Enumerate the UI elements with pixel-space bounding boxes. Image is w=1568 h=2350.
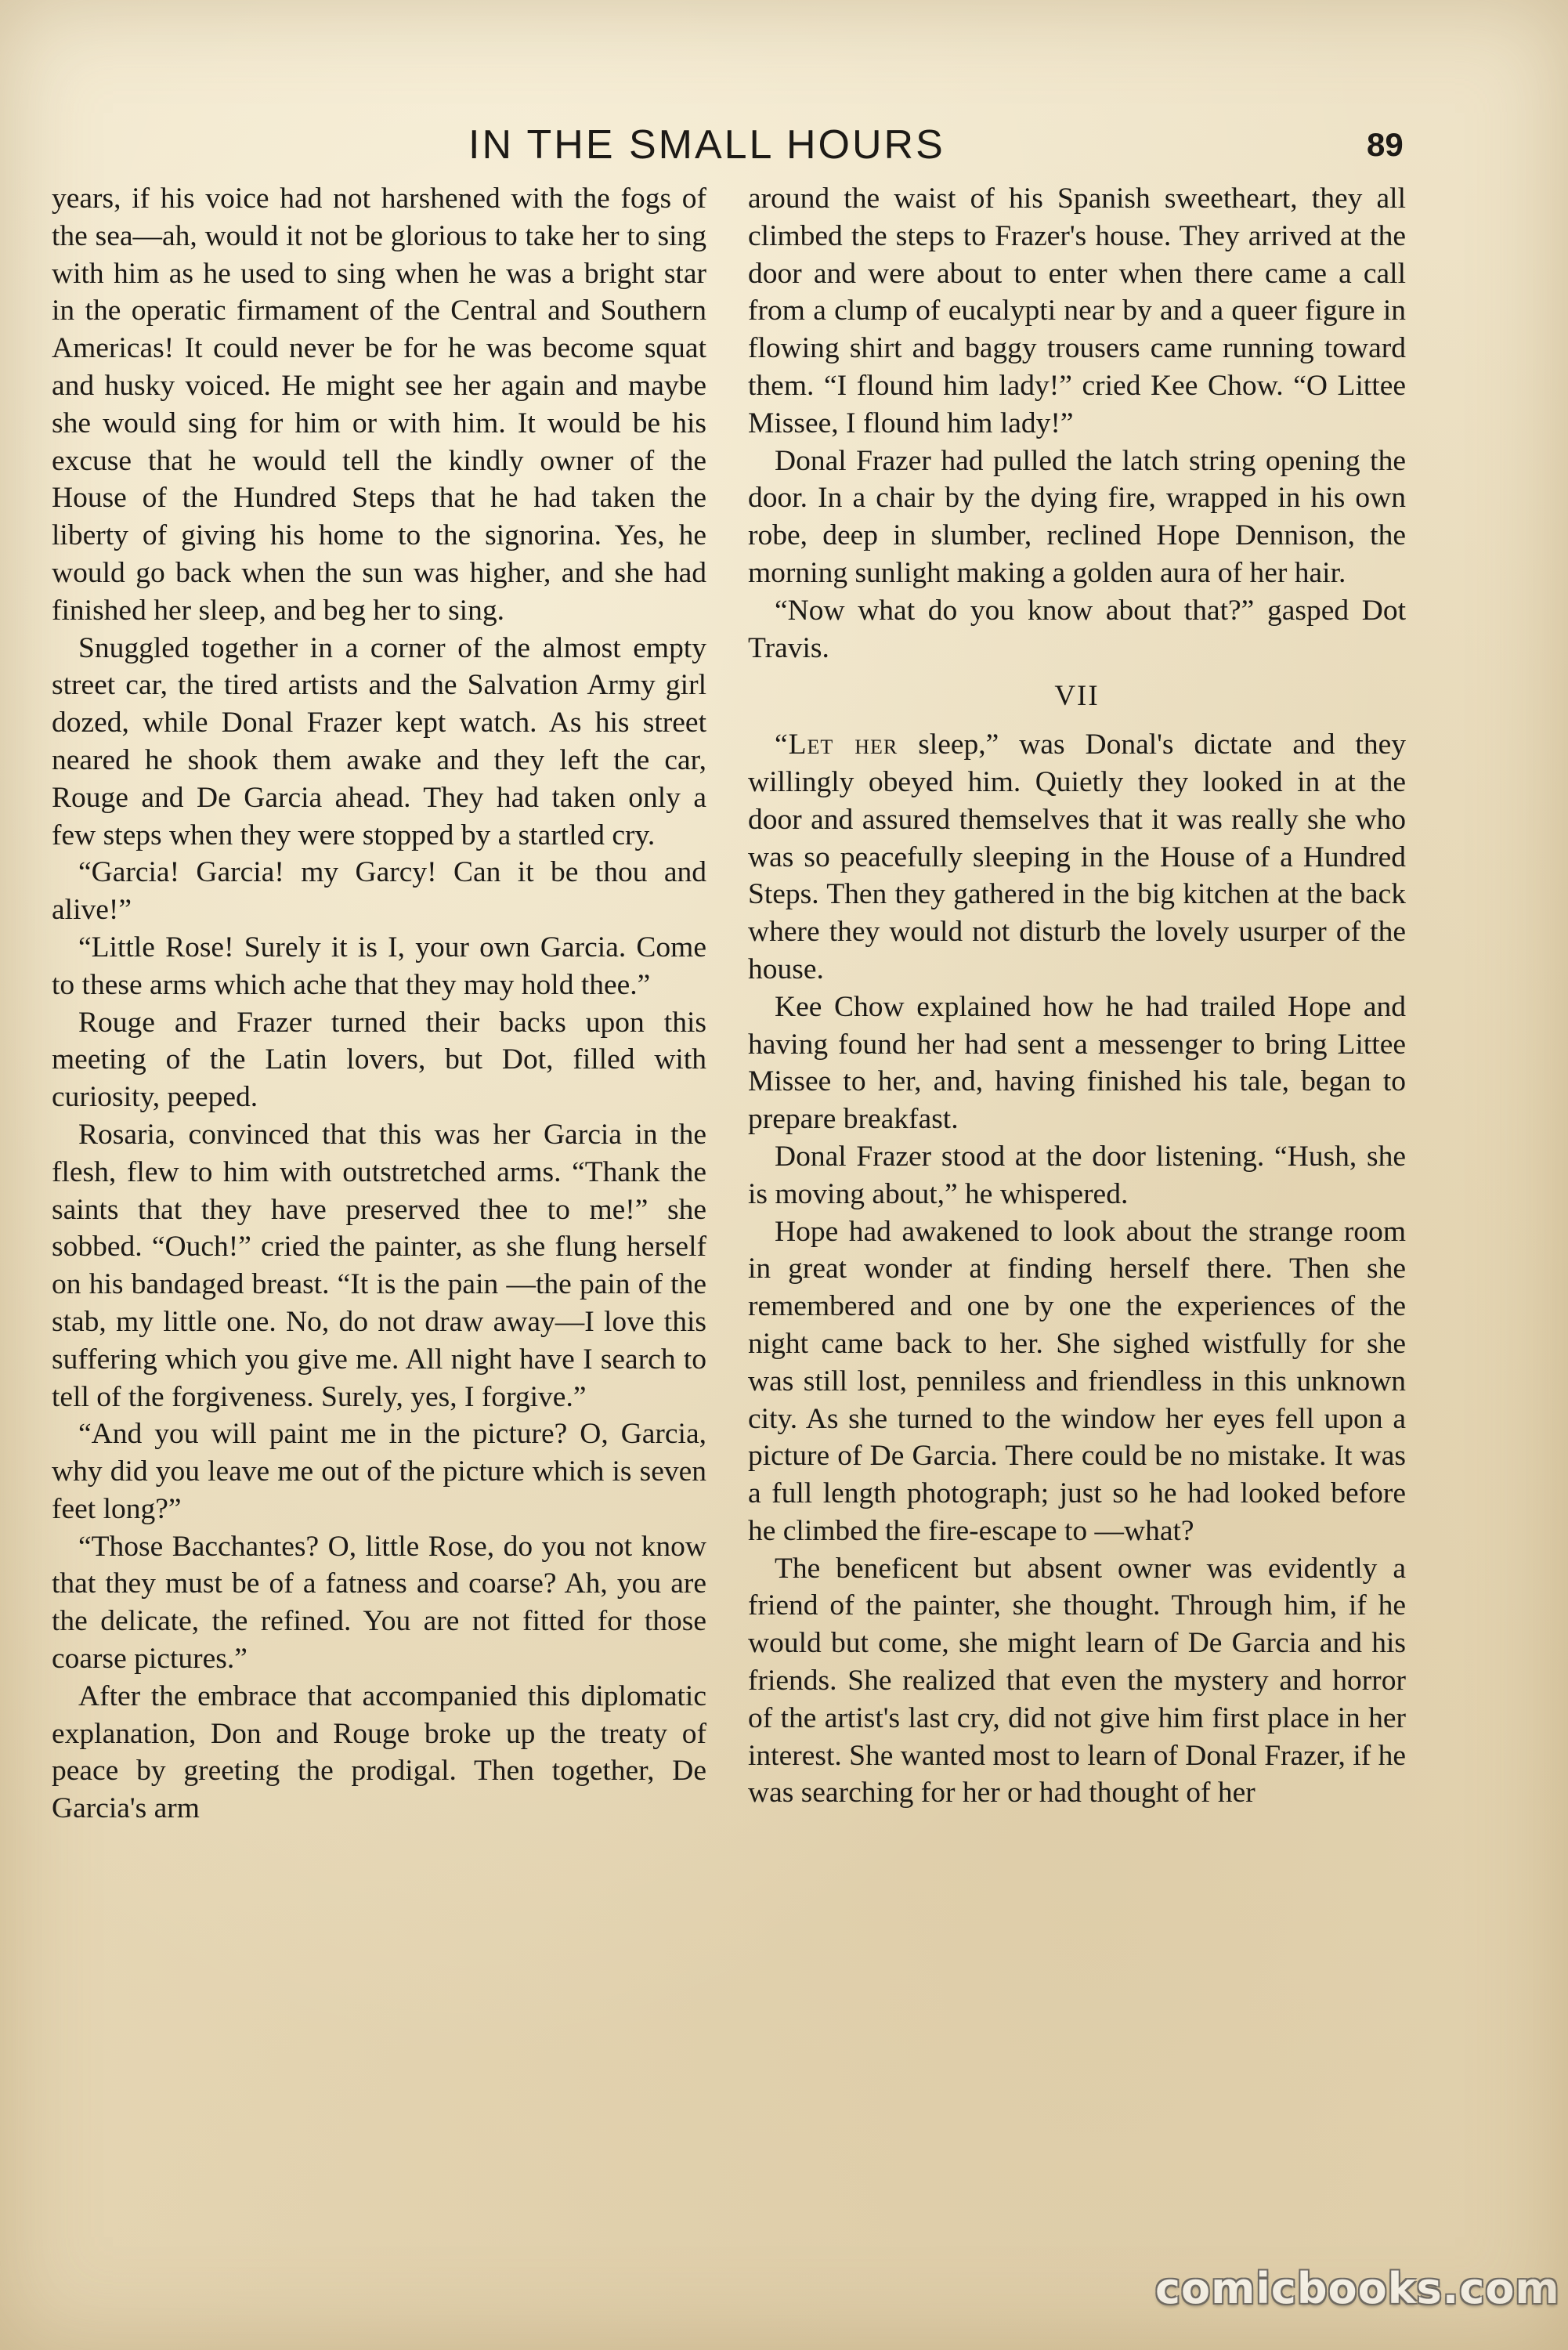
paragraph: “Now what do you know about that?” gasped Dot Travis. bbox=[748, 594, 1406, 664]
paragraph: “And you will paint me in the picture? O, Garcia, why did you leave me out of the picture which is seven feet long?” bbox=[52, 1418, 706, 1525]
paragraph: Donal Frazer stood at the door listening. “Hush, she is moving about,” he whispered. bbox=[748, 1140, 1406, 1210]
section-opening-paragraph bbox=[748, 726, 1406, 989]
paragraph: Donal Frazer had pulled the latch string opening the door. In a chair by the dying fire, wrapped in his own robe, deep in slumber, reclined Hope Dennison, the morning sunlight making a golden aura of her hair. bbox=[748, 444, 1406, 589]
paragraph: Snuggled together in a corner of the almost empty street car, the tired artists and the Salvation Army girl dozed, while Donal Frazer kept watch. As his street neared he shook them awake and they left the car, Rouge and De Garcia ahead. They had taken only a few steps when they were stopped by a startled cry. bbox=[52, 631, 706, 851]
paragraph: years, if his voice had not harshened with the fogs of the sea—ah, would it not be glorious to take her to sing with him as he used to sing when he was a bright star in the operatic firmament of the Central and Southern Americas! It could never be for he was become squat and husky voiced. He might see her again and maybe she would sing for him or with him. It would be his excuse that he would tell the kindly owner of the House of the Hundred Steps that he had taken the liberty of giving his home to the signorina. Yes, he would go back when the sun was higher, and she had finished her sleep, and beg her to sing. bbox=[52, 183, 706, 627]
paragraph: “Garcia! Garcia! my Garcy! Can it be thou and alive!” bbox=[52, 856, 706, 927]
paragraph: The beneficent but absent owner was evidently a friend of the painter, she thought. Through him, if he would but come, she might learn of De Garcia and his friends. She realized that even the mystery and horror of the artist's last cry, did not give him first place in her interest. She wanted most to learn of Donal Frazer, if he was searching for her or had thought of her bbox=[748, 1552, 1406, 1810]
paragraph: Kee Chow explained how he had trailed Hope and having found her had sent a messenger to bring Littee Missee to her, and, having finished his tale, began to prepare breakfast. bbox=[748, 990, 1406, 1136]
paragraph: around the waist of his Spanish sweetheart, they all climbed the steps to Frazer's house. They arrived at the door and were about to enter when there came a call from a clump of eucalypti near by and a queer figure in flowing shirt and baggy trousers came running toward them. “I flound him lady!” cried Kee Chow. “O Littee Missee, I flound him lady!” bbox=[748, 183, 1406, 439]
running-title: IN THE SMALL HOURS bbox=[468, 122, 945, 168]
paragraph: “Little Rose! Surely it is I, your own Garcia. Come to these arms which ache that they may hold thee.” bbox=[52, 931, 706, 1001]
section-heading: VII bbox=[1054, 680, 1100, 713]
watermark: comicbooks.com bbox=[1155, 2264, 1560, 2313]
paragraph: Rouge and Frazer turned their backs upon this meeting of the Latin lovers, but Dot, filled with curiosity, peeped. bbox=[52, 1006, 706, 1114]
opening-text: sleep,” was Donal's dictate and they willingly obeyed him. Quietly they looked in at the door and assured themselves that it was really she who was so peacefully sleeping in the House of a Hundred Steps. Then they gathered in the big kitchen at the back where they would not disturb the lovely usurper of the house. bbox=[748, 728, 1406, 985]
paragraph: Rosaria, convinced that this was her Garcia in the flesh, flew to him with outstretched arms. “Thank the saints that they have preserved thee to me!” she sobbed. “Ouch!” cried the painter, as she flung herself on his bandaged breast. “It is the pain —the pain of the stab, my little one. No, do not draw away—I love this suffering which you give me. All night have I search to tell of the forgiveness. Surely, yes, I forgive.” bbox=[52, 1118, 706, 1413]
opening-smallcaps: “Let her bbox=[775, 728, 898, 761]
paragraph: “Those Bacchantes? O, little Rose, do you not know that they must be of a fatness and coarse? Ah, you are the delicate, the refined. You are not fitted for those coarse pictures.” bbox=[52, 1530, 706, 1676]
right-column bbox=[748, 180, 1406, 1812]
running-header bbox=[0, 118, 1568, 172]
page-number: 89 bbox=[1367, 126, 1404, 163]
paragraph: Hope had awakened to look about the strange room in great wonder at finding herself there. Then she remembered and one by one the experiences of the night came back to her. She sighed wistfully for she was still lost, penniless and friendless in this unknown city. As she turned to the window her eyes fell upon a picture of De Garcia. There could be no mistake. It was a full length photograph; just so he had looked before he climbed the fire-escape to —what? bbox=[748, 1215, 1406, 1547]
paragraph: After the embrace that accompanied this diplomatic explanation, Don and Rouge broke up the treaty of peace by greeting the prodigal. Then together, De Garcia's arm bbox=[52, 1679, 706, 1825]
left-column bbox=[52, 180, 706, 1828]
